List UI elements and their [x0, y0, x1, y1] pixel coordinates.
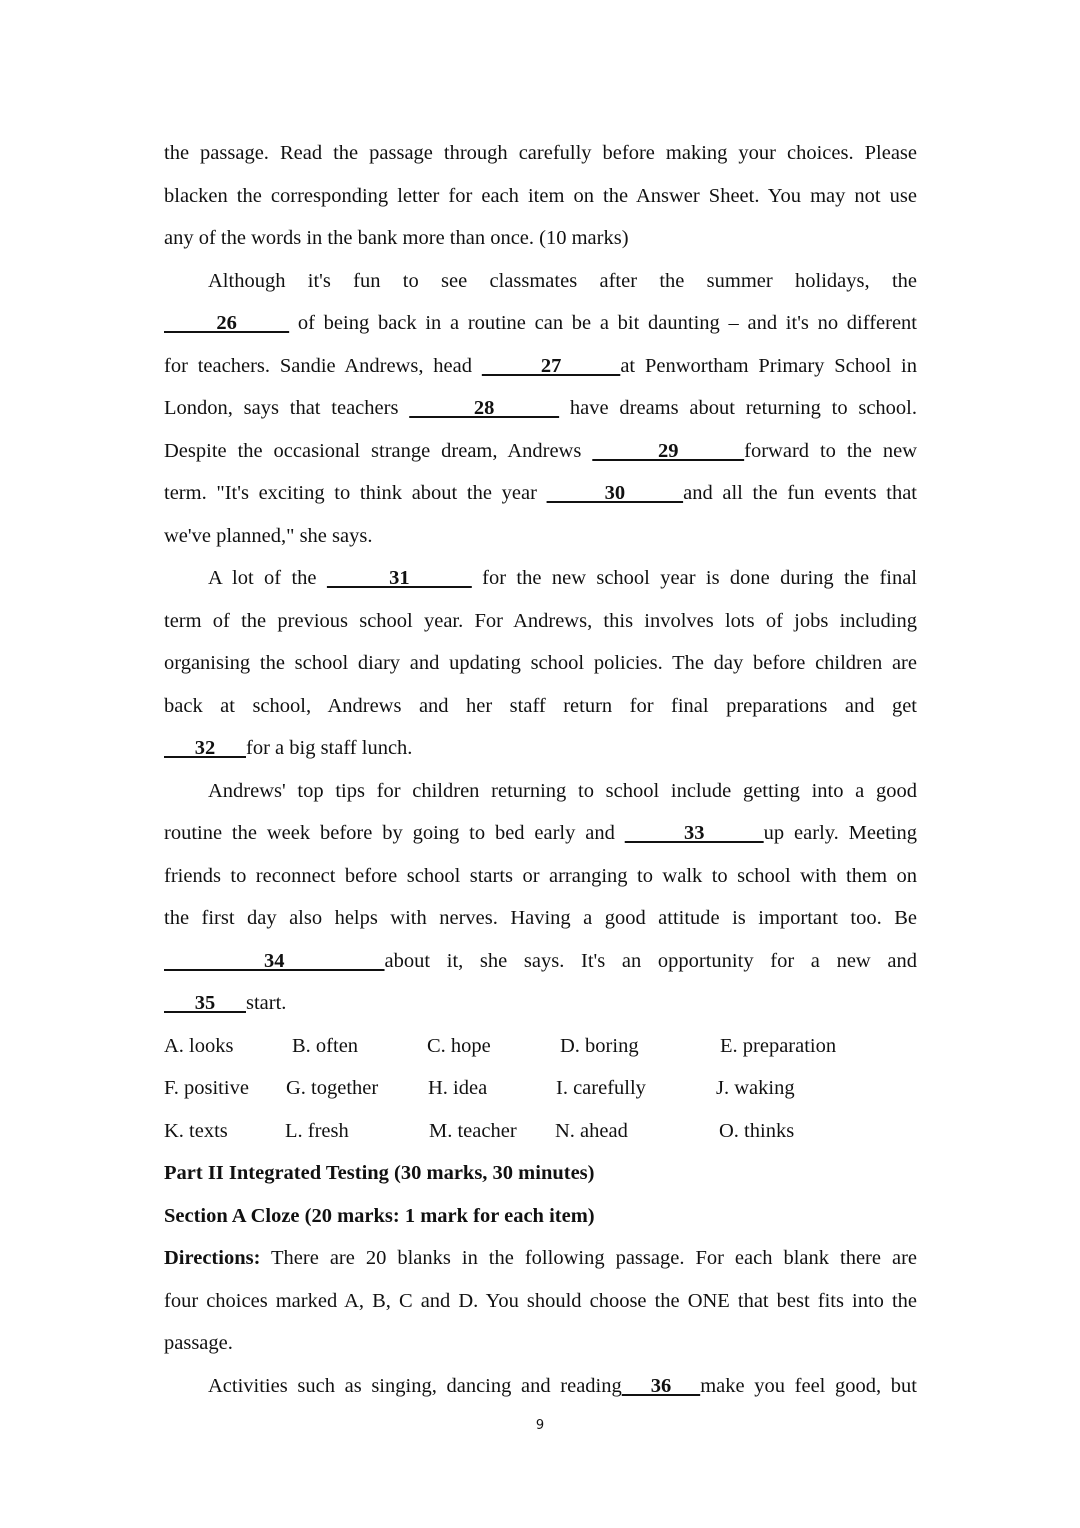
- passage-line: back at school, Andrews and her staff return for final preparations and get: [164, 694, 917, 717]
- passage-line: [164, 982, 917, 1025]
- passage-line: [164, 557, 917, 600]
- intro-line: the passage. Read the passage through carefully before making your choices. Please: [164, 142, 917, 164]
- word-bank-row: [164, 1025, 917, 1068]
- blank-29: 29: [592, 439, 745, 462]
- passage-line: [164, 387, 917, 430]
- passage-text: up early. Meeting: [763, 822, 917, 844]
- blank-27: 27: [481, 354, 621, 377]
- passage-line: [164, 472, 917, 515]
- passage-text: for teachers. Sandie Andrews, head: [164, 354, 482, 377]
- directions-line: four choices marked A, B, C and D. You should choose the ONE that best fits into the: [164, 1289, 917, 1312]
- passage-line: organising the school diary and updating school policies. The day before children are: [164, 652, 917, 674]
- part-heading: Part II Integrated Testing (30 marks, 30 minutes): [164, 1162, 595, 1184]
- word-bank-option: G. together: [286, 1077, 379, 1099]
- blank-34: 34: [164, 949, 385, 972]
- blank-33: 33: [624, 822, 764, 844]
- page-number: 9: [535, 1418, 545, 1433]
- passage-text: A lot of the: [208, 567, 327, 589]
- blank-26: 26: [164, 312, 290, 334]
- word-bank-row: [164, 1067, 917, 1110]
- word-bank-option: F. positive: [164, 1077, 249, 1099]
- blank-30: 30: [546, 482, 684, 504]
- passage-text: and all the fun events that: [683, 482, 917, 504]
- word-bank-option: I. carefully: [556, 1077, 646, 1099]
- blank-31: 31: [326, 567, 472, 589]
- blank-35: 35: [164, 992, 246, 1014]
- word-bank-option: K. texts: [164, 1119, 228, 1142]
- directions-text: There are 20 blanks in the following passage. For each blank there are: [260, 1247, 917, 1269]
- passage-line: friends to reconnect before school starts or arranging to walk to school with them on: [164, 864, 917, 887]
- passage-line: [164, 1365, 917, 1408]
- passage-line: [164, 940, 917, 983]
- word-bank-option: A. looks: [164, 1034, 234, 1057]
- passage-line: [164, 812, 917, 855]
- word-bank-option: M. teacher: [429, 1119, 517, 1142]
- passage-line: Andrews' top tips for children returning to school include getting into a good: [208, 779, 917, 802]
- passage-line: Although it's fun to see classmates after the summer holidays, the: [208, 269, 917, 292]
- word-bank-option: J. waking: [716, 1077, 795, 1099]
- passage-line: we've planned," she says.: [164, 524, 373, 547]
- passage-line: [164, 345, 917, 388]
- passage-text: routine the week before by going to bed early and: [164, 822, 625, 844]
- directions-line: [164, 1237, 917, 1280]
- passage-text: London, says that teachers: [164, 397, 410, 419]
- word-bank-option: B. often: [292, 1034, 359, 1057]
- passage-line: [164, 302, 917, 345]
- document-page: [164, 132, 917, 1407]
- passage-text: start.: [246, 992, 287, 1014]
- passage-line: the first day also helps with nerves. Having a good attitude is important too. Be: [164, 907, 917, 929]
- passage-text: of being back in a routine can be a bit daunting – and it's no different: [289, 312, 917, 334]
- passage-line: [164, 727, 917, 770]
- passage-text: forward to the new: [744, 439, 918, 462]
- word-bank-option: H. idea: [428, 1077, 488, 1099]
- directions-line: passage.: [164, 1332, 233, 1354]
- blank-32: 32: [164, 737, 246, 759]
- passage-text: for a big staff lunch.: [246, 737, 413, 759]
- word-bank-option: N. ahead: [555, 1119, 628, 1142]
- word-bank-option: C. hope: [427, 1034, 491, 1057]
- passage-text: about it, she says. It's an opportunity for a new and: [384, 949, 917, 972]
- passage-text: for the new school year is done during the final: [471, 567, 918, 589]
- passage-text: term. "It's exciting to think about the year: [164, 482, 547, 504]
- passage-line: [164, 430, 917, 473]
- intro-line: blacken the corresponding letter for each item on the Answer Sheet. You may not use: [164, 184, 917, 207]
- blank-36: 36: [621, 1374, 701, 1397]
- passage-text: Activities such as singing, dancing and reading: [208, 1374, 622, 1397]
- blank-28: 28: [409, 397, 560, 419]
- passage-line: term of the previous school year. For Andrews, this involves lots of jobs including: [164, 609, 917, 632]
- word-bank-option: O. thinks: [719, 1119, 795, 1142]
- section-heading: Section A Cloze (20 marks: 1 mark for each item): [164, 1204, 595, 1227]
- word-bank-option: L. fresh: [285, 1119, 349, 1142]
- directions-label: Directions:: [164, 1247, 261, 1269]
- word-bank-option: D. boring: [560, 1034, 639, 1057]
- intro-line: any of the words in the bank more than once. (10 marks): [164, 227, 629, 249]
- passage-text: make you feel good, but: [700, 1374, 917, 1397]
- passage-text: Despite the occasional strange dream, Andrews: [164, 439, 593, 462]
- passage-text: have dreams about returning to school.: [559, 397, 917, 419]
- word-bank-option: E. preparation: [720, 1034, 837, 1057]
- word-bank-row: [164, 1110, 917, 1153]
- passage-text: at Penwortham Primary School in: [620, 354, 917, 377]
